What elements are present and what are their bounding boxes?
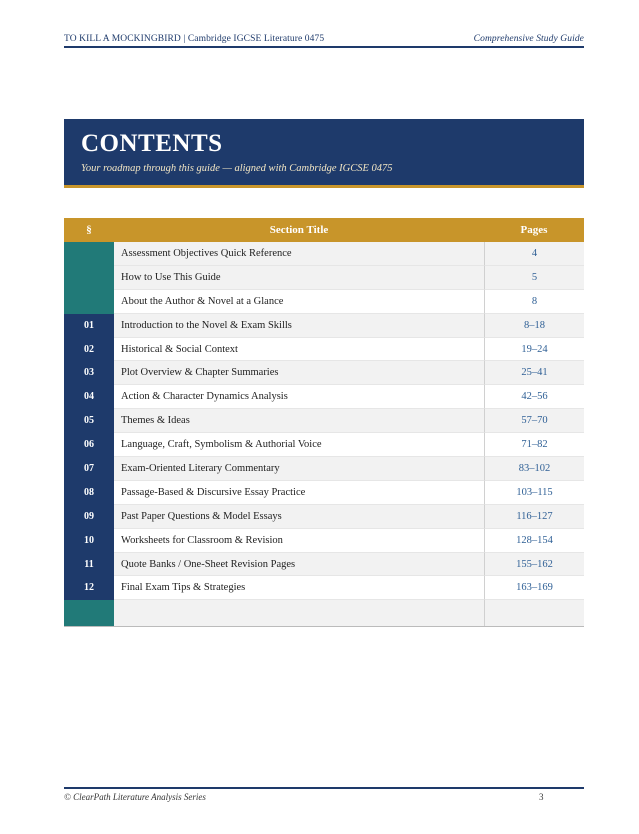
row-pages: 163–169 [484,576,584,600]
row-number: 03 [64,361,114,385]
row-title: About the Author & Novel at a Glance [114,290,484,314]
table-row-blank [64,600,584,626]
row-title: Themes & Ideas [114,409,484,433]
row-title: Worksheets for Classroom & Revision [114,529,484,553]
row-pages: 83–102 [484,457,584,481]
row-title: Action & Character Dynamics Analysis [114,385,484,409]
table-row[interactable] [64,361,584,385]
row-number: 11 [64,553,114,577]
row-number [64,290,114,314]
table-row[interactable] [64,433,584,457]
running-header-left: TO KILL A MOCKINGBIRD | Cambridge IGCSE Literature 0475 [64,34,325,44]
table-row[interactable] [64,505,584,529]
row-pages: 25–41 [484,361,584,385]
table-row[interactable] [64,266,584,290]
row-title: Historical & Social Context [114,338,484,362]
row-title: Language, Craft, Symbolism & Authorial Voice [114,433,484,457]
row-number: 02 [64,338,114,362]
row-number: 07 [64,457,114,481]
row-pages: 8 [484,290,584,314]
running-header-right: Comprehensive Study Guide [473,34,584,44]
table-row[interactable] [64,314,584,338]
row-number: 09 [64,505,114,529]
row-title: Passage-Based & Discursive Essay Practice [114,481,484,505]
page-title: CONTENTS [81,130,223,157]
contents-banner [64,119,584,188]
row-title [114,600,484,626]
row-number [64,266,114,290]
row-number: 06 [64,433,114,457]
table-row[interactable] [64,409,584,433]
row-pages: 71–82 [484,433,584,457]
row-pages: 116–127 [484,505,584,529]
row-number [64,242,114,266]
footer-series: © ClearPath Literature Analysis Series [64,792,206,802]
table-row[interactable] [64,338,584,362]
row-pages: 19–24 [484,338,584,362]
row-number: 04 [64,385,114,409]
row-number: 01 [64,314,114,338]
footer-rule [64,787,584,789]
row-pages: 57–70 [484,409,584,433]
row-pages: 128–154 [484,529,584,553]
row-number: 08 [64,481,114,505]
header-rule [64,46,584,48]
row-pages: 103–115 [484,481,584,505]
row-pages: 42–56 [484,385,584,409]
page-subtitle: Your roadmap through this guide — aligned with Cambridge IGCSE 0475 [81,163,393,174]
row-number [64,600,114,626]
table-row[interactable] [64,242,584,266]
table-row[interactable] [64,290,584,314]
row-title: Final Exam Tips & Strategies [114,576,484,600]
header-pages: Pages [520,224,548,236]
table-row[interactable] [64,576,584,600]
row-number: 10 [64,529,114,553]
row-title: Exam-Oriented Literary Commentary [114,457,484,481]
row-title: Quote Banks / One-Sheet Revision Pages [114,553,484,577]
table-row[interactable] [64,481,584,505]
table-row[interactable] [64,385,584,409]
row-title: Past Paper Questions & Model Essays [114,505,484,529]
row-pages: 8–18 [484,314,584,338]
page-number: 3 [539,792,544,802]
row-pages [484,600,584,626]
contents-table [64,218,584,627]
header-title: Section Title [269,224,329,236]
row-title: Assessment Objectives Quick Reference [114,242,484,266]
table-row[interactable] [64,457,584,481]
row-title: How to Use This Guide [114,266,484,290]
header-number: § [86,224,92,236]
row-number: 05 [64,409,114,433]
table-row[interactable] [64,553,584,577]
row-pages: 4 [484,242,584,266]
row-title: Introduction to the Novel & Exam Skills [114,314,484,338]
table-row[interactable] [64,529,584,553]
row-title: Plot Overview & Chapter Summaries [114,361,484,385]
row-pages: 155–162 [484,553,584,577]
table-header [64,218,584,242]
row-pages: 5 [484,266,584,290]
row-number: 12 [64,576,114,600]
